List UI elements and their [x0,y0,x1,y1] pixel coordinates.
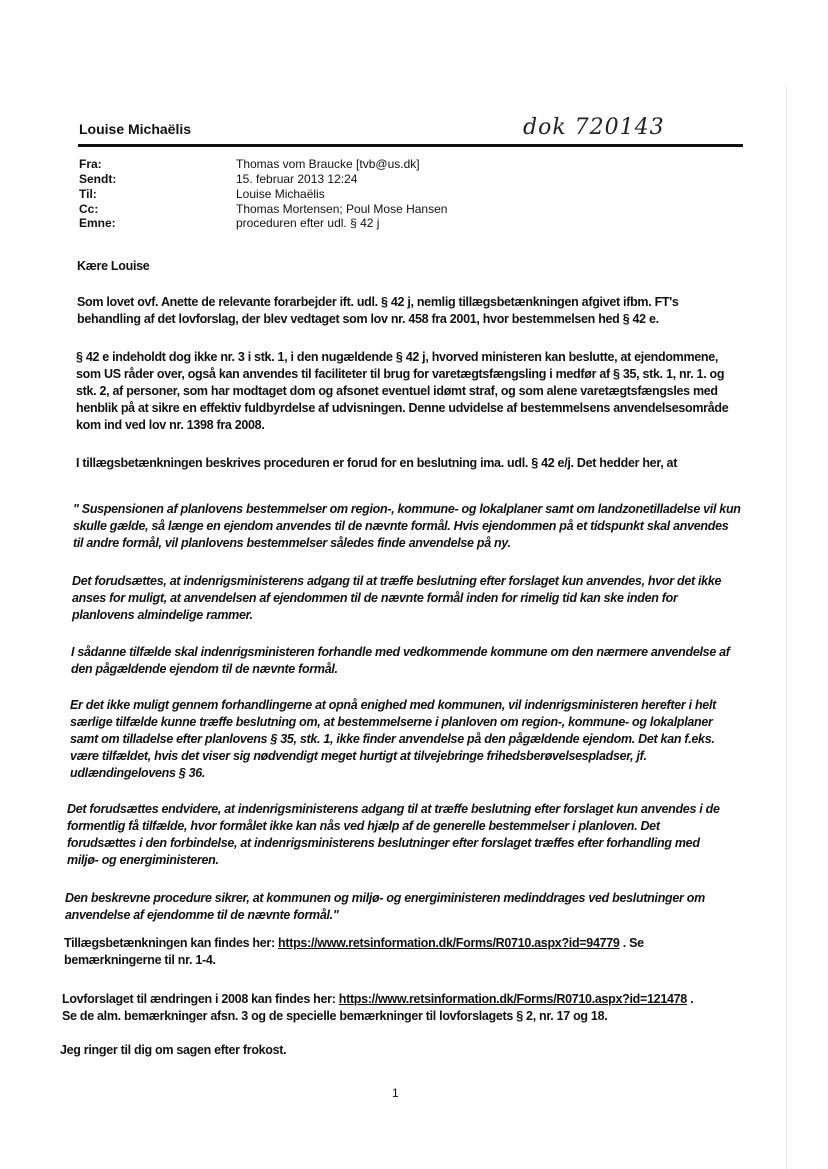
closing-line: Jeg ringer til dig om sagen efter frokost. [60,1043,287,1057]
link-line-2: bemærkningerne til nr. 1-4. [64,953,216,967]
retsinformation-link-94779[interactable]: https://www.retsinformation.dk/Forms/R0710.aspx?id=94779 [278,936,620,950]
cc-value: Thomas Mortensen; Poul Mose Hansen [236,202,448,216]
greeting: Kære Louise [77,259,150,273]
quote-paragraph-3 [71,644,730,678]
paragraph-line: kom ind ved lov nr. 1398 fra 2008. [76,418,265,432]
quote-line: Den beskrevne procedure sikrer, at kommunen og miljø- og energiministeren medinddrages ved beslutninger om [65,891,705,905]
quote-line: forudsættes i den forbindelse, at indenrigsministerens beslutninger efter forslaget træffes efter forhandling med [67,836,700,850]
header-divider [78,144,743,147]
quote-line: formentlig få tilfælde, hvor formålet ikke kan nås ved hjælp af de generelle bestemmelser i planloven. Det [67,819,660,833]
quote-line: Det forudsættes, at indenrigsministerens adgang til at træffe beslutning efter forslaget kun anvendes, hvor det ikke [72,574,722,588]
paragraph-line: henblik på at sikre en effektiv fuldbyrdelse af udvisningen. Denne udvidelse af bestemmelsens anvendelsesområde [76,401,729,415]
handwritten-doc-number: dok 720143 [523,115,665,140]
quote-line: anvendelse af ejendomme til de nævnte formål." [65,908,339,922]
to-value: Louise Michaëlis [236,187,325,201]
quote-line: I sådanne tilfælde skal indenrigsministeren forhandle med vedkommende kommune om den nærmere anvendelse af [71,645,730,659]
cc-label: Cc: [79,202,99,216]
quote-line: miljø- og energiministeren. [67,853,219,867]
quote-line: skulle gælde, så længe en ejendom anvendes til de nævnte formål. Hvis ejendommen på et tidspunkt skal anvendes [73,519,729,533]
quote-line: den pågældende ejendom til de nævnte formål. [71,662,338,676]
quote-line: samt om tilladelse efter planlovens § 35, stk. 1, ikke finder anvendelse på den pågældende ejendom. Det kan f.eks. [70,732,715,746]
link-prefix: Tillægsbetænkningen kan findes her: [64,936,275,950]
paragraph-line: Som lovet ovf. Anette de relevante forarbejder ift. udl. § 42 j, nemlig tillægsbetænkningen afgivet ifbm. FT's [77,295,679,309]
link-line [62,991,693,1008]
paragraph-line: behandling af det lovforslag, der blev vedtaget som lov nr. 458 fra 2001, hvor bestemmelsen hed § 42 e. [77,312,659,326]
link-paragraph-1 [64,935,644,969]
sent-value: 15. februar 2013 12:24 [236,172,358,186]
quote-line: være tilfældet, hvis det viser sig nødvendigt meget hurtigt at tilvejebringe frihedsberøvelsespladser, jf. [70,749,647,763]
paragraph-line: § 42 e indeholdt dog ikke nr. 3 i stk. 1, i den nugældende § 42 j, hvorved ministeren kan beslutte, at ejendommene, [76,350,719,364]
quote-paragraph-1 [73,501,741,552]
subject-label: Emne: [79,216,116,230]
page-number: 1 [392,1086,399,1100]
quote-paragraph-4 [70,697,716,782]
quote-line: udlændingelovens § 36. [70,766,206,780]
subject-value: proceduren efter udl. § 42 j [236,216,380,230]
quote-line: anses for muligt, at anvendelsen af ejendommen til de nævnte formål inden for rimelig tid kan ske inden for [72,591,678,605]
paragraph-line: som US råder over, også kan anvendes til faciliteter til brug for varetægtsfængsling i medfør af § 35, stk. 1, nr. 1. og [76,367,725,381]
link-prefix: Lovforslaget til ændringen i 2008 kan findes her: [62,992,336,1006]
link-suffix: . [690,992,694,1006]
quote-paragraph-2 [72,573,721,624]
link-line [64,935,644,952]
sender-name: Louise Michaëlis [79,121,192,137]
to-label: Til: [79,187,97,201]
quote-paragraph-5 [67,801,720,869]
from-label: Fra: [79,157,102,171]
quote-line: Det forudsættes endvidere, at indenrigsministerens adgang til at træffe beslutning efter forslaget kun anvendes i de [67,802,720,816]
paragraph-3: I tillægsbetænkningen beskrives proceduren er forud for en beslutning ima. udl. § 42 e/j. Det hedder her, at [76,456,678,470]
link-paragraph-2 [62,991,693,1025]
quote-line: planlovens almindelige rammer. [72,608,253,622]
paragraph-line: stk. 2, af personer, som har modtaget dom og afsonet eventuel idømt straf, og som alene varetægtsfængsles med [76,384,718,398]
link-suffix: . Se [622,936,644,950]
paragraph-1 [77,294,679,328]
quote-line: til andre formål, vil planlovens bestemmelser således finde anvendelse på ny. [73,536,511,550]
quote-line: " Suspensionen af planlovens bestemmelser om region-, kommune- og lokalplaner samt om landzonetilladelse vil kun [73,502,741,516]
link-line-2: Se de alm. bemærkninger afsn. 3 og de specielle bemærkninger til lovforslagets § 2, nr. 17 og 18. [62,1009,608,1023]
retsinformation-link-121478[interactable]: https://www.retsinformation.dk/Forms/R0710.aspx?id=121478 [338,992,687,1006]
scan-edge [786,86,787,1169]
quote-line: særlige tilfælde kunne træffe beslutning om, at bestemmelserne i planloven om region-, kommune- og lokalplaner [70,715,713,729]
sent-label: Sendt: [79,172,117,186]
quote-line: Er det ikke muligt gennem forhandlingerne at opnå enighed med kommunen, vil indenrigsministeren herefter i helt [70,698,716,712]
from-value: Thomas vom Braucke [tvb@us.dk] [236,157,420,171]
quote-paragraph-6 [65,890,705,924]
paragraph-2 [76,349,728,434]
